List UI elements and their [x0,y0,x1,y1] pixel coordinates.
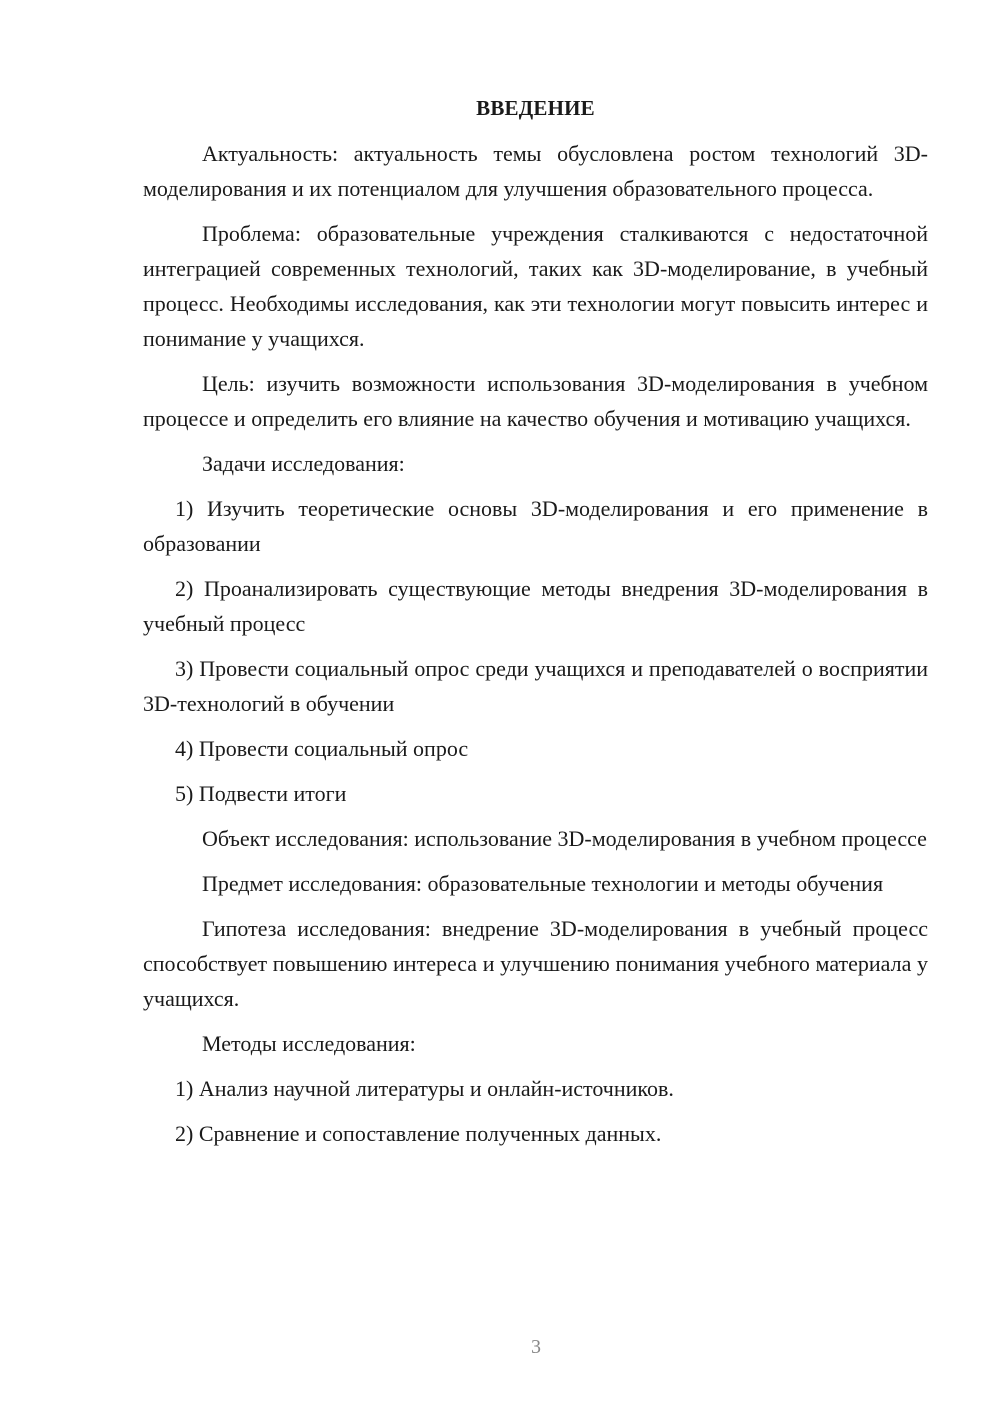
task-item-1: 1) Изучить теоретические основы 3D-моделирования и его применение в образовании [143,496,928,556]
problem-paragraph: Проблема: образовательные учреждения сталкиваются с недостаточной интеграцией современных технологий, таких как 3D-моделирование, в учебный процесс. Необходимы исследования, как эти технологии могут повысить интерес и понимание у учащихся. [143,221,928,351]
relevance-paragraph: Актуальность: актуальность темы обусловлена ростом технологий 3D-моделирования и их потенциалом для улучшения образовательного процесса. [143,141,928,201]
task-item-2: 2) Проанализировать существующие методы внедрения 3D-моделирования в учебный процесс [143,576,928,636]
method-item-2: 2) Сравнение и сопоставление полученных данных. [175,1121,662,1146]
section-title: ВВЕДЕНИЕ [476,96,595,120]
method-item-1: 1) Анализ научной литературы и онлайн-источников. [175,1076,674,1101]
task-item-3: 3) Провести социальный опрос среди учащихся и преподавателей о восприятии 3D-технологий в обучении [143,656,928,716]
task-item-4: 4) Провести социальный опрос [175,736,469,761]
page-number: 3 [531,1336,541,1358]
page-content [143,92,928,1161]
hypothesis-paragraph: Гипотеза исследования: внедрение 3D-моделирования в учебный процесс способствует повышению интереса и улучшению понимания учебного материала у учащихся. [143,916,928,1011]
research-subject-paragraph: Предмет исследования: образовательные технологии и методы обучения [202,871,884,896]
task-item-5: 5) Подвести итоги [175,781,347,806]
methods-heading: Методы исследования: [202,1031,416,1056]
tasks-heading: Задачи исследования: [202,451,405,476]
goal-paragraph: Цель: изучить возможности использования 3D-моделирования в учебном процессе и определить его влияние на качество обучения и мотивацию учащихся. [143,371,928,431]
research-object-paragraph: Объект исследования: использование 3D-моделирования в учебном процессе [202,826,927,851]
